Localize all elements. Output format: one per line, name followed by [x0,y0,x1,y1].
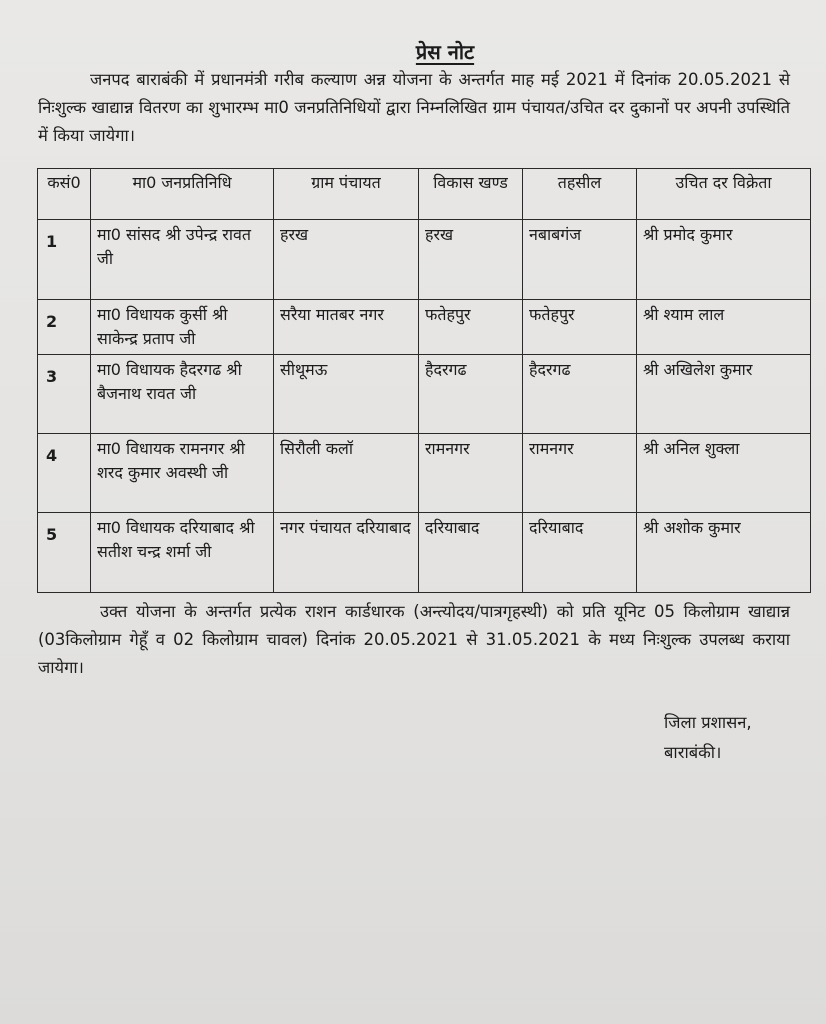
cell-serial: 3 [38,355,91,434]
cell-dealer: श्री अखिलेश कुमार [637,355,811,434]
cell-gram-panchayat: नगर पंचायत दरियाबाद [274,513,419,593]
cell-gram-panchayat: सरैया मातबर नगर [274,300,419,355]
header-fair-price-dealer: उचित दर विक्रेता [637,169,811,220]
representatives-table [37,168,811,593]
signature-block [664,708,752,768]
document-title: प्रेस नोट [415,40,475,64]
cell-serial: 5 [38,513,91,593]
header-tehsil: तहसील [523,169,637,220]
header-serial: कसं0 [38,169,91,220]
signature-office: जिला प्रशासन, [664,713,752,732]
cell-dealer: श्री अशोक कुमार [637,513,811,593]
header-representative: मा0 जनप्रतिनिधि [91,169,274,220]
cell-block: हैदरगढ [419,355,523,434]
table-row [38,300,811,355]
cell-serial: 1 [38,220,91,300]
cell-block: रामनगर [419,434,523,513]
cell-dealer: श्री प्रमोद कुमार [637,220,811,300]
cell-tehsil: रामनगर [523,434,637,513]
cell-block: दरियाबाद [419,513,523,593]
header-gram-panchayat: ग्राम पंचायत [274,169,419,220]
cell-gram-panchayat: हरख [274,220,419,300]
table-row [38,434,811,513]
cell-block: हरख [419,220,523,300]
cell-gram-panchayat: सीथूमऊ [274,355,419,434]
cell-tehsil: हैदरगढ [523,355,637,434]
cell-tehsil: दरियाबाद [523,513,637,593]
signature-district: बाराबंकी। [664,743,722,762]
cell-representative: मा0 सांसद श्री उपेन्द्र रावत जी [91,220,274,300]
scheme-paragraph: उक्त योजना के अन्तर्गत प्रत्येक राशन कार्डधारक (अन्त्योदय/पात्रगृहस्थी) को प्रति यूनिट 05 किलोग्राम खाद्यान्न (03किलोग्राम गेहूँ व 02 किलोग्राम चावल) दिनांक 20.05.2021 से 31.05.2021 के मध्य निःशुल्क उपलब्ध कराया जायेगा। [38,602,790,677]
header-block: विकास खण्ड [419,169,523,220]
table-row [38,355,811,434]
cell-dealer: श्री श्याम लाल [637,300,811,355]
cell-representative: मा0 विधायक दरियाबाद श्री सतीश चन्द्र शर्मा जी [91,513,274,593]
cell-representative: मा0 विधायक कुर्सी श्री साकेन्द्र प्रताप जी [91,300,274,355]
cell-block: फतेहपुर [419,300,523,355]
cell-tehsil: नबाबगंज [523,220,637,300]
cell-gram-panchayat: सिरौली कलॉ [274,434,419,513]
cell-dealer: श्री अनिल शुक्ला [637,434,811,513]
cell-serial: 2 [38,300,91,355]
table-row [38,513,811,593]
cell-serial: 4 [38,434,91,513]
table-row [38,220,811,300]
cell-tehsil: फतेहपुर [523,300,637,355]
intro-paragraph: जनपद बाराबंकी में प्रधानमंत्री गरीब कल्याण अन्न योजना के अन्तर्गत माह मई 2021 में दिनांक 20.05.2021 से निःशुल्क खाद्यान्न वितरण का शुभारम्भ मा0 जनप्रतिनिधियों द्वारा निम्नलिखित ग्राम पंचायत/उचित दर दुकानों पर अपनी उपस्थिति में किया जायेगा। [38,70,790,145]
cell-representative: मा0 विधायक हैदरगढ श्री बैजनाथ रावत जी [91,355,274,434]
table-header-row [38,169,811,220]
cell-representative: मा0 विधायक रामनगर श्री शरद कुमार अवस्थी जी [91,434,274,513]
